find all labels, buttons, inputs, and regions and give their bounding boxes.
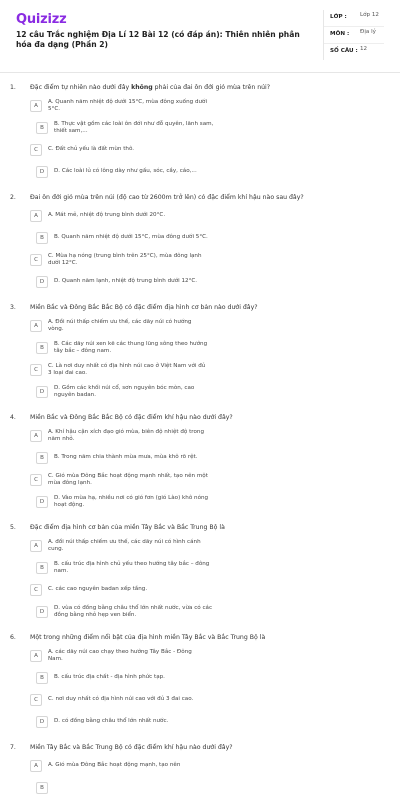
answer-option[interactable] bbox=[36, 119, 214, 136]
option-letter-box[interactable]: D bbox=[36, 496, 48, 508]
answer-option[interactable] bbox=[36, 339, 214, 356]
question-stem bbox=[0, 414, 400, 422]
answer-options bbox=[0, 97, 400, 185]
option-letter-box[interactable]: D bbox=[36, 386, 48, 398]
option-text: B. Quanh năm nhiệt độ dưới 15°C, mùa đông dưới 5°C. bbox=[54, 234, 208, 240]
question-number: 3. bbox=[10, 304, 16, 311]
option-text: D. Các loài lủ có lông dày như gấu, sóc, cầy, cáo,... bbox=[54, 168, 197, 174]
option-text: D. Gồm các khối núi cổ, sơn nguyên bóc mòn, cao nguyên badan. bbox=[54, 384, 195, 398]
quizizz-logo: Quizizz bbox=[16, 12, 67, 27]
option-text: A. Khí hậu cận xích đạo gió mùa, biên độ nhiệt độ trong năm nhỏ. bbox=[48, 428, 204, 442]
answer-options bbox=[0, 427, 400, 515]
answer-option[interactable] bbox=[30, 317, 208, 334]
option-text: D. Quanh năm lạnh, nhiệt độ trung bình dưới 12°C. bbox=[54, 278, 198, 284]
question-stem bbox=[0, 84, 400, 92]
answer-option[interactable] bbox=[30, 537, 208, 554]
answer-option[interactable] bbox=[30, 581, 208, 598]
question-text-part: Đai ôn đới gió mùa trên núi (độ cao từ 2600m trở lên) có đặc điểm khí hậu nào sau đây? bbox=[30, 194, 304, 201]
question-list bbox=[0, 84, 400, 810]
question-text bbox=[30, 744, 233, 752]
option-letter-box[interactable]: D bbox=[36, 716, 48, 728]
option-text: B. cấu trúc địa hình chủ yếu theo hướng tây bắc – đông nam. bbox=[54, 560, 210, 574]
option-letter-box[interactable]: A bbox=[30, 760, 42, 772]
question-number: 2. bbox=[10, 194, 16, 201]
option-letter-box[interactable]: D bbox=[36, 166, 48, 178]
answer-option[interactable] bbox=[30, 471, 208, 488]
option-letter-box[interactable]: C bbox=[30, 364, 42, 376]
question-text-part: Miền Tây Bắc và Bắc Trung Bộ có đặc điểm khí hậu nào dưới đây? bbox=[30, 744, 233, 751]
option-text: A. đồi núi thấp chiếm ưu thế, các dãy núi có hình cánh cung. bbox=[48, 538, 201, 552]
meta-row-subject bbox=[324, 27, 384, 44]
answer-option[interactable] bbox=[30, 97, 208, 114]
answer-option[interactable] bbox=[36, 713, 214, 730]
option-text: C. Đất chủ yếu là đất mùn thô. bbox=[48, 146, 135, 152]
option-letter-box[interactable]: A bbox=[30, 430, 42, 442]
option-letter-box[interactable]: B bbox=[36, 122, 48, 134]
option-letter-box[interactable]: B bbox=[36, 342, 48, 354]
option-letter-box[interactable]: A bbox=[30, 320, 42, 332]
meta-label: LỚP : bbox=[330, 14, 347, 20]
answer-option[interactable] bbox=[36, 559, 214, 576]
answer-option[interactable] bbox=[36, 273, 214, 290]
answer-option[interactable] bbox=[30, 251, 208, 268]
meta-label: SỐ CÂU : bbox=[330, 48, 358, 54]
question-text-part: Đặc điểm tự nhiên nào dưới đây bbox=[30, 84, 132, 91]
answer-options bbox=[0, 647, 400, 735]
option-letter-box[interactable]: C bbox=[30, 254, 42, 266]
question-text-part: Miền Bắc và Đông Bắc Bắc Bộ có đặc điểm khí hậu nào dưới đây? bbox=[30, 414, 233, 421]
answer-option[interactable] bbox=[36, 669, 214, 686]
question-item bbox=[0, 634, 400, 735]
meta-label: MÔN : bbox=[330, 31, 350, 37]
worksheet-title: 12 câu Trắc nghiệm Địa Lí 12 Bài 12 (có đáp án): Thiên nhiên phân hóa đa dạng (Phần 2) bbox=[16, 30, 300, 49]
question-stem bbox=[0, 744, 400, 752]
answer-option[interactable] bbox=[36, 603, 214, 620]
question-item bbox=[0, 414, 400, 515]
option-letter-box[interactable]: B bbox=[36, 232, 48, 244]
option-letter-box[interactable]: B bbox=[36, 672, 48, 684]
question-number: 5. bbox=[10, 524, 16, 531]
question-text-part: phải của đai ôn đới gió mùa trên núi? bbox=[152, 84, 271, 91]
answer-option[interactable] bbox=[30, 141, 208, 158]
question-number: 6. bbox=[10, 634, 16, 641]
question-number: 4. bbox=[10, 414, 16, 421]
question-stem bbox=[0, 304, 400, 312]
answer-option[interactable] bbox=[36, 493, 214, 510]
answer-option[interactable] bbox=[30, 207, 208, 224]
question-text-part: Đặc điểm địa hình cơ bản của miền Tây Bắc và Bắc Trung Bộ là bbox=[30, 524, 225, 531]
answer-option[interactable] bbox=[36, 383, 214, 400]
question-item bbox=[0, 744, 400, 801]
option-letter-box[interactable]: C bbox=[30, 694, 42, 706]
answer-option[interactable] bbox=[36, 779, 214, 796]
option-letter-box[interactable]: B bbox=[36, 562, 48, 574]
option-letter-box[interactable]: D bbox=[36, 606, 48, 618]
question-number: 1. bbox=[10, 84, 16, 91]
option-text: A. Gió mùa Đông Bắc hoạt động mạnh, tạo nên bbox=[48, 762, 181, 768]
option-letter-box[interactable]: C bbox=[30, 474, 42, 486]
option-text: B. cấu trúc địa chất - địa hình phức tạp. bbox=[54, 674, 165, 680]
option-letter-box[interactable]: A bbox=[30, 540, 42, 552]
answer-option[interactable] bbox=[30, 691, 208, 708]
question-text bbox=[30, 304, 258, 312]
question-item bbox=[0, 524, 400, 625]
question-text bbox=[30, 634, 265, 642]
option-text: D. Vào mùa hạ, nhiều nơi có gió fơn (gió Lào) khô nóng hoạt động. bbox=[54, 494, 209, 508]
option-text: B. Trong năm chia thành mùa mưa, mùa khô rõ rệt. bbox=[54, 454, 198, 460]
answer-option[interactable] bbox=[30, 361, 208, 378]
option-letter-box[interactable]: A bbox=[30, 210, 42, 222]
meta-row-question-count bbox=[324, 44, 384, 60]
option-letter-box[interactable]: A bbox=[30, 100, 42, 112]
question-item bbox=[0, 304, 400, 405]
question-stem bbox=[0, 194, 400, 202]
answer-option[interactable] bbox=[36, 449, 214, 466]
option-letter-box[interactable]: B bbox=[36, 452, 48, 464]
answer-option[interactable] bbox=[30, 427, 208, 444]
answer-option[interactable] bbox=[30, 647, 208, 664]
question-text bbox=[30, 84, 270, 92]
question-text-emphasis: không bbox=[131, 84, 153, 91]
option-text: A. Quanh năm nhiệt độ dưới 15°C, mùa đông xuống dưới 5°C. bbox=[48, 98, 208, 112]
option-letter-box[interactable]: C bbox=[30, 584, 42, 596]
option-letter-box[interactable]: B bbox=[36, 782, 48, 794]
answer-option[interactable] bbox=[36, 163, 214, 180]
option-text: C. Mùa hạ nóng (trung bình trên 25°C), mùa đông lạnh dưới 12°C. bbox=[48, 252, 202, 266]
option-text: A. các dãy núi cao chạy theo hướng Tây Bắc - Đông Nam. bbox=[48, 648, 192, 662]
question-text-part: Miền Bắc và Đông Bắc Bắc Bộ có đặc điểm địa hình cơ bản nào dưới đây? bbox=[30, 304, 258, 311]
option-text: D. có đồng bằng châu thổ lớn nhất nước. bbox=[54, 718, 169, 724]
question-text-part: Một trong những điểm nổi bật của địa hình miền Tây Bắc và Bắc Trung Bộ là bbox=[30, 634, 266, 641]
question-item bbox=[0, 84, 400, 185]
option-text: C. nơi duy nhất có địa hình núi cao với đủ 3 đai cao. bbox=[48, 696, 194, 702]
option-letter-box[interactable]: C bbox=[30, 144, 42, 156]
worksheet-meta bbox=[323, 10, 384, 60]
option-text: B. Các dãy núi xen kẽ các thung lũng sông theo hướng tây bắc – đông nam. bbox=[54, 340, 208, 354]
option-letter-box[interactable]: D bbox=[36, 276, 48, 288]
option-text: C. Là nơi duy nhất có địa hình núi cao ở Việt Nam với đủ 3 loại đai cao. bbox=[48, 362, 206, 376]
answer-options bbox=[0, 317, 400, 405]
option-text: C. Gió mùa Đông Bắc hoạt động mạnh nhất, tạo nên một mùa đông lạnh. bbox=[48, 472, 208, 486]
answer-option[interactable] bbox=[30, 757, 208, 774]
option-text: C. các cao nguyên badan xếp tầng. bbox=[48, 586, 148, 592]
option-text: B. Thực vật gồm các loài ôn đới như đỗ quyên, lãnh sam, thiết sam,... bbox=[54, 120, 214, 134]
answer-option[interactable] bbox=[36, 229, 214, 246]
option-text: A. Đồi núi thấp chiếm ưu thế, các dãy núi có hướng vòng. bbox=[48, 318, 192, 332]
option-letter-box[interactable]: A bbox=[30, 650, 42, 662]
answer-options bbox=[0, 537, 400, 625]
question-item bbox=[0, 194, 400, 295]
question-stem bbox=[0, 524, 400, 532]
meta-row-class bbox=[324, 10, 384, 27]
answer-options bbox=[0, 207, 400, 295]
question-text bbox=[30, 414, 233, 422]
meta-value: 12 bbox=[360, 46, 368, 52]
meta-value: Lớp 12 bbox=[360, 12, 379, 18]
worksheet-header bbox=[0, 0, 400, 73]
question-stem bbox=[0, 634, 400, 642]
question-text bbox=[30, 524, 225, 532]
option-text: A. Mát mẻ, nhiệt độ trung bình dưới 20°C. bbox=[48, 212, 166, 218]
question-number: 7. bbox=[10, 744, 16, 751]
question-text bbox=[30, 194, 304, 202]
meta-value: Địa lý bbox=[360, 29, 376, 35]
answer-options bbox=[0, 757, 400, 801]
option-text: D. vùa có đồng bằng châu thổ lớn nhất nước, vừa có các đồng bằng nhỏ hẹp ven biển. bbox=[54, 604, 213, 618]
